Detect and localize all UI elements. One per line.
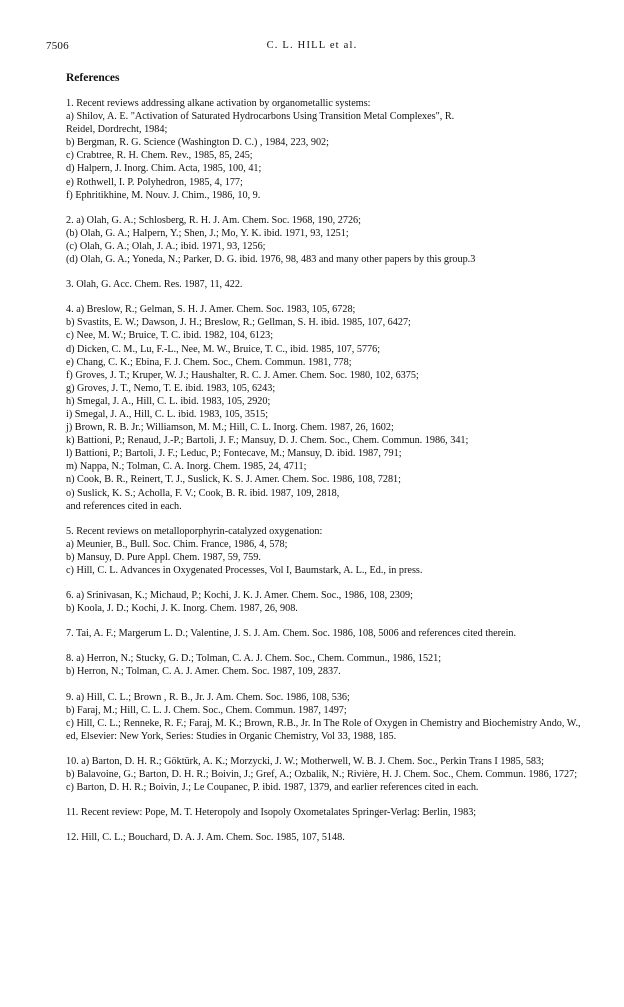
reference-line: h) Smegal, J. A., Hill, C. L. ibid. 1983, 105, 2920;: [66, 395, 271, 407]
reference-8: [66, 652, 586, 678]
reference-10: [66, 755, 586, 794]
reference-line: d) Dicken, C. M., Lu, F.-L., Nee, M. W., Bruice, T. C., ibid. 1985, 107, 5776;: [66, 343, 381, 355]
reference-line: 10. a) Barton, D. H. R.; Göktürk, A. K.; Morzycki, J. W.; Motherwell, W. B. J. Chem. Soc., Perkin Trans I 1985, 583;: [66, 755, 544, 767]
reference-line: f) Ephritikhine, M. Nouv. J. Chim., 1986, 10, 9.: [66, 189, 261, 201]
reference-line: b) Balavoine, G.; Barton, D. H. R.; Boivin, J.; Gref, A.; Ozbalik, N.; Rivière, H. J. Chem. Soc., Chem. Commun. 1986, 1727;: [66, 769, 578, 781]
reference-7: [66, 627, 586, 640]
reference-line: 3. Olah, G. Acc. Chem. Res. 1987, 11, 422.: [66, 279, 243, 291]
reference-line: n) Cook, B. R., Reinert, T. J., Suslick, K. S. J. Amer. Chem. Soc. 1986, 108, 7281;: [66, 474, 401, 486]
reference-line: b) Koola, J. D.; Kochi, J. K. Inorg. Chem. 1987, 26, 908.: [66, 603, 298, 615]
reference-line: a) Meunier, B., Bull. Soc. Chim. France, 1986, 4, 578;: [66, 538, 288, 550]
reference-line: b) Mansuy, D. Pure Appl. Chem. 1987, 59, 759.: [66, 551, 261, 563]
reference-4: [66, 303, 586, 513]
reference-line: 7. Tai, A. F.; Margerum L. D.; Valentine, J. S. J. Am. Chem. Soc. 1986, 108, 5006 and references cited therein.: [66, 628, 517, 640]
reference-line: a) Shilov, A. E. "Activation of Saturated Hydrocarbons Using Transition Metal Complexes", R.: [66, 111, 455, 123]
reference-line: 11. Recent review: Pope, M. T. Heteropoly and Isopoly Oxometalates Springer-Verlag: Berlin, 1983;: [66, 807, 477, 819]
reference-line: b) Bergman, R. G. Science (Washington D. C.) , 1984, 223, 902;: [66, 137, 329, 149]
reference-line: 1. Recent reviews addressing alkane activation by organometallic systems:: [66, 98, 371, 109]
reference-line: 6. a) Srinivasan, K.; Michaud, P.; Kochi, J. K. J. Amer. Chem. Soc., 1986, 108, 2309;: [66, 590, 413, 602]
reference-line: c) Crabtree, R. H. Chem. Rev., 1985, 85, 245;: [66, 150, 253, 162]
reference-12: [66, 831, 586, 844]
reference-line: i) Smegal, J. A., Hill, C. L. ibid. 1983, 105, 3515;: [66, 408, 269, 420]
reference-line: e) Rothwell, I. P. Polyhedron, 1985, 4, 177;: [66, 176, 243, 188]
reference-line: b) Svastits, E. W.; Dawson, J. H.; Breslow, R.; Gellman, S. H. ibid. 1985, 107, 6427;: [66, 317, 411, 329]
running-head: C. L. HILL et al.: [266, 40, 358, 51]
reference-line: c) Hill, C. L. Advances in Oxygenated Processes, Vol I, Baumstark, A. L., Ed., in press.: [66, 565, 423, 576]
reference-line: f) Groves, J. T.; Kruper, W. J.; Haushalter, R. C. J. Amer. Chem. Soc. 1980, 102, 6375;: [66, 369, 419, 381]
reference-line: 8. a) Herron, N.; Stucky, G. D.; Tolman, C. A. J. Chem. Soc., Chem. Commun., 1986, 1521;: [66, 653, 442, 665]
reference-line: d) Halpern, J. Inorg. Chim. Acta, 1985, 100, 41;: [66, 163, 262, 175]
reference-line: 4. a) Breslow, R.; Gelman, S. H. J. Amer. Chem. Soc. 1983, 105, 6728;: [66, 304, 356, 316]
reference-line: (b) Olah, G. A.; Halpern, Y.; Shen, J.; Mo, Y. K. ibid. 1971, 93, 1251;: [66, 227, 349, 239]
reference-line: o) Suslick, K. S.; Acholla, F. V.; Cook, B. R. ibid. 1987, 109, 2818,: [66, 487, 340, 499]
reference-line: (d) Olah, G. A.; Yoneda, N.; Parker, D. G. ibid. 1976, 98, 483 and many other papers by this group.3: [66, 254, 476, 266]
reference-line: m) Nappa, N.; Tolman, C. A. Inorg. Chem. 1985, 24, 4711;: [66, 461, 307, 473]
reference-line: j) Brown, R. B. Jr.; Williamson, M. M.; Hill, C. L. Inorg. Chem. 1987, 26, 1602;: [66, 422, 394, 434]
reference-line: l) Battioni, P.; Bartoli, J. F.; Leduc, P.; Fontecave, M.; Mansuy, D. ibid. 1987, 791;: [66, 448, 402, 460]
reference-5: [66, 525, 586, 577]
reference-line: 5. Recent reviews on metalloporphyrin-catalyzed oxygenation:: [66, 525, 323, 537]
reference-9: [66, 691, 586, 743]
reference-line: 9. a) Hill, C. L.; Brown , R. B., Jr. J. Am. Chem. Soc. 1986, 108, 536;: [66, 691, 350, 703]
reference-line: 2. a) Olah, G. A.; Schlosberg, R. H. J. Am. Chem. Soc. 1968, 190, 2726;: [66, 214, 361, 226]
reference-list: [66, 97, 586, 856]
reference-11: [66, 806, 586, 819]
reference-line: g) Groves, J. T., Nemo, T. E. ibid. 1983, 105, 6243;: [66, 382, 276, 394]
reference-6: [66, 589, 586, 615]
reference-line: b) Faraj, M.; Hill, C. L. J. Chem. Soc., Chem. Commun. 1987, 1497;: [66, 704, 347, 716]
reference-line: 12. Hill, C. L.; Bouchard, D. A. J. Am. Chem. Soc. 1985, 107, 5148.: [66, 832, 345, 844]
reference-line: c) Nee, M. W.; Bruice, T. C. ibid. 1982, 104, 6123;: [66, 330, 274, 342]
reference-line: k) Battioni, P.; Renaud, J.-P.; Bartoli, J. F.; Mansuy, D. J. Chem. Soc., Chem. Commun. 1986, 341;: [66, 435, 469, 447]
reference-line: Reidel, Dordrecht, 1984;: [66, 124, 168, 136]
reference-1: [66, 97, 586, 202]
page-number: 7506: [46, 40, 69, 52]
reference-line: and references cited in each.: [66, 500, 182, 512]
reference-line: b) Herron, N.; Tolman, C. A. J. Amer. Chem. Soc. 1987, 109, 2837.: [66, 666, 341, 678]
reference-3: [66, 278, 586, 291]
reference-line: (c) Olah, G. A.; Olah, J. A.; ibid. 1971, 93, 1256;: [66, 240, 266, 252]
reference-line: c) Barton, D. H. R.; Boivin, J.; Le Coupanec, P. ibid. 1987, 1379, and earlier references cited in each.: [66, 782, 479, 794]
reference-line: c) Hill, C. L.; Renneke, R. F.; Faraj, M. K.; Brown, R.B., Jr. In The Role of Oxygen in Chemistry and Biochemistry Ando, W., ed, Elsevier: New York, Series: Studies in Organic Chemistry, Vol 33, 1988, 185.: [66, 717, 581, 742]
section-title: References: [66, 72, 120, 84]
reference-2: [66, 214, 586, 266]
reference-line: e) Chang, C. K.; Ebina, F. J. Chem. Soc., Chem. Commun. 1981, 778;: [66, 356, 352, 368]
